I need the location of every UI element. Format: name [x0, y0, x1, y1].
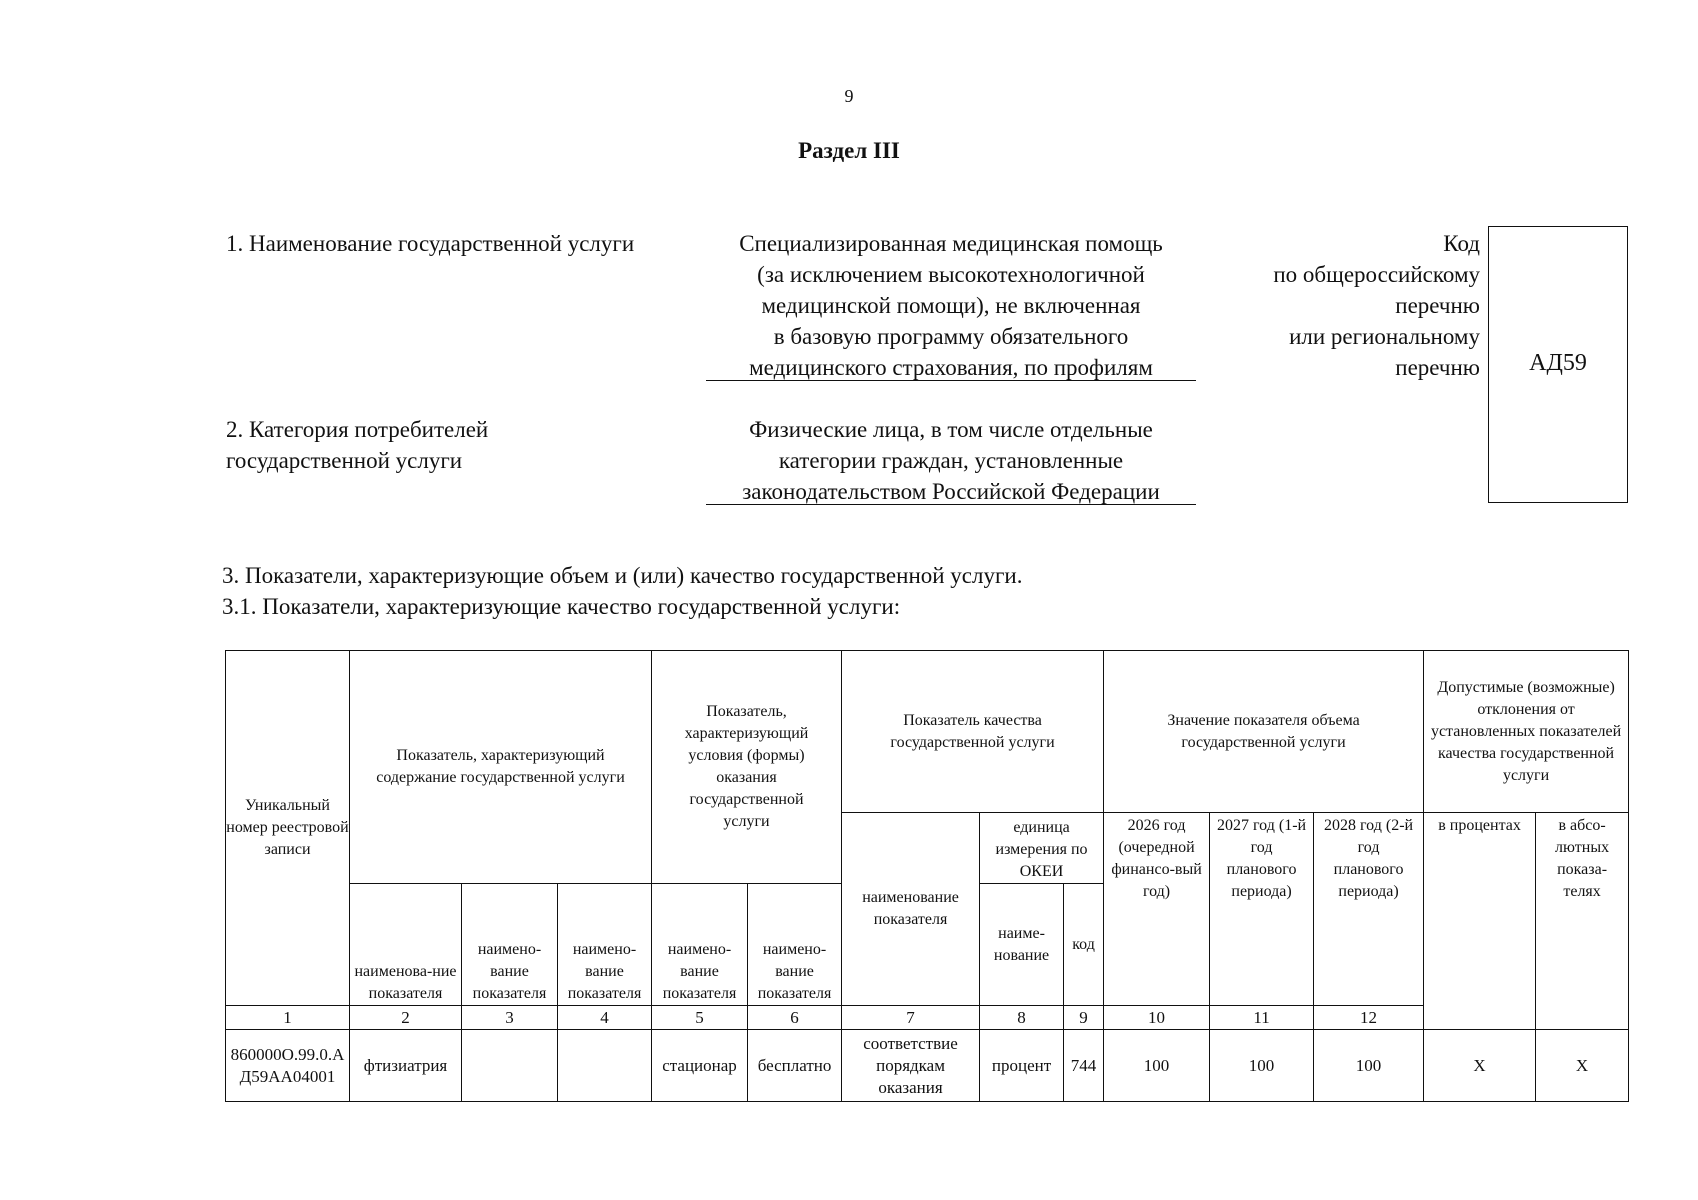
- consumer-line: категории граждан, установленные: [778, 448, 1124, 473]
- condition-indicator-2: бесплатно: [748, 1030, 842, 1102]
- header-unique-number: Уникальный номер реестровой записи: [226, 651, 350, 1006]
- content-indicator-2: [462, 1030, 558, 1102]
- header-in-absolute: в абсо-лютных показа-телях: [1536, 813, 1629, 1030]
- section-title: Раздел III: [798, 138, 900, 163]
- content-indicator-1: фтизиатрия: [350, 1030, 462, 1102]
- page-number: 9: [844, 86, 854, 106]
- header-sub-name-1: наименова-ние показателя: [350, 884, 462, 1006]
- header-value-group: Значение показателя объема государственной услуги: [1104, 651, 1424, 813]
- quality-indicators-table: [225, 650, 1629, 1102]
- code-label-line: Код: [1443, 231, 1480, 256]
- code-label-line: перечню: [1395, 293, 1480, 318]
- header-content-group: Показатель, характеризующий содержание государственной услуги: [350, 651, 652, 884]
- service-name-line: медицинского страхования, по профилям: [749, 355, 1153, 380]
- quality-indicator-name: соответствие порядкам оказания: [842, 1030, 980, 1102]
- column-number: 2: [350, 1006, 462, 1030]
- value-2026: 100: [1104, 1030, 1210, 1102]
- header-year-2028: 2028 год (2-й год планового периода): [1314, 813, 1424, 1006]
- consumer-label-line: 2. Категория потребителей: [226, 417, 489, 442]
- value-2027: 100: [1210, 1030, 1314, 1102]
- service-name-line: в базовую программу обязательного: [773, 324, 1129, 349]
- code-value: АД59: [1529, 350, 1587, 376]
- column-number: 10: [1104, 1006, 1210, 1030]
- header-year-2027: 2027 год (1-й год планового периода): [1210, 813, 1314, 1006]
- unit-code: 744: [1064, 1030, 1104, 1102]
- header-unit-okei: единица измерения по ОКЕИ: [980, 813, 1104, 884]
- header-conditions-group: Показатель, характеризующий условия (формы) оказания государственной услуги: [652, 651, 842, 884]
- unit-name: процент: [980, 1030, 1064, 1102]
- service-name-line: медицинской помощи), не включенная: [761, 293, 1141, 318]
- header-in-percent: в процентах: [1424, 813, 1536, 1030]
- section3-heading: 3. Показатели, характеризующие объем и (или) качество государственной услуги.: [222, 563, 1023, 588]
- column-number: 8: [980, 1006, 1064, 1030]
- consumer-line: Физические лица, в том числе отдельные: [749, 417, 1153, 442]
- consumer-label: [226, 414, 488, 476]
- header-sub-name-6: наимено-вание показателя: [748, 884, 842, 1006]
- deviation-percent: Х: [1424, 1030, 1536, 1102]
- condition-indicator-1: стационар: [652, 1030, 748, 1102]
- column-number: 3: [462, 1006, 558, 1030]
- header-indicator-name: наименование показателя: [842, 813, 980, 1006]
- registry-number: 860000О.99.0.АД59АА04001: [226, 1030, 350, 1102]
- header-unit-name: наиме-нование: [980, 884, 1064, 1006]
- code-label-line: перечню: [1395, 355, 1480, 380]
- consumer-line: законодательством Российской Федерации: [742, 479, 1160, 504]
- section3-subheading: 3.1. Показатели, характеризующие качество государственной услуги:: [222, 594, 901, 619]
- header-sub-name-5: наимено-вание показателя: [652, 884, 748, 1006]
- column-number: 6: [748, 1006, 842, 1030]
- column-number: 9: [1064, 1006, 1104, 1030]
- column-number: 11: [1210, 1006, 1314, 1030]
- column-number: 12: [1314, 1006, 1424, 1030]
- code-label-line: по общероссийскому: [1273, 262, 1480, 287]
- service-name-value: [706, 228, 1196, 383]
- service-name-label: 1. Наименование государственной услуги: [226, 231, 635, 256]
- consumer-value: [706, 414, 1196, 507]
- column-number: 5: [652, 1006, 748, 1030]
- header-unit-code: код: [1064, 884, 1104, 1006]
- content-indicator-3: [558, 1030, 652, 1102]
- code-label-line: или региональному: [1289, 324, 1480, 349]
- column-number: 1: [226, 1006, 350, 1030]
- value-2028: 100: [1314, 1030, 1424, 1102]
- column-number: 4: [558, 1006, 652, 1030]
- header-sub-name-2: наимено-вание показателя: [462, 884, 558, 1006]
- header-deviation-group: Допустимые (возможные) отклонения от установленных показателей качества государственной услуги: [1424, 651, 1629, 813]
- service-name-line: Специализированная медицинская помощь: [739, 231, 1163, 256]
- consumer-underline: [706, 504, 1196, 505]
- service-name-underline: [706, 380, 1196, 381]
- header-sub-name-3: наимено-вание показателя: [558, 884, 652, 1006]
- consumer-label-line: государственной услуги: [226, 448, 463, 473]
- code-label: [1216, 228, 1480, 383]
- column-number: 7: [842, 1006, 980, 1030]
- header-quality-group: Показатель качества государственной услуги: [842, 651, 1104, 813]
- header-year-2026: 2026 год (очередной финансо-вый год): [1104, 813, 1210, 1006]
- deviation-absolute: Х: [1536, 1030, 1629, 1102]
- service-name-line: (за исключением высокотехнологичной: [757, 262, 1145, 287]
